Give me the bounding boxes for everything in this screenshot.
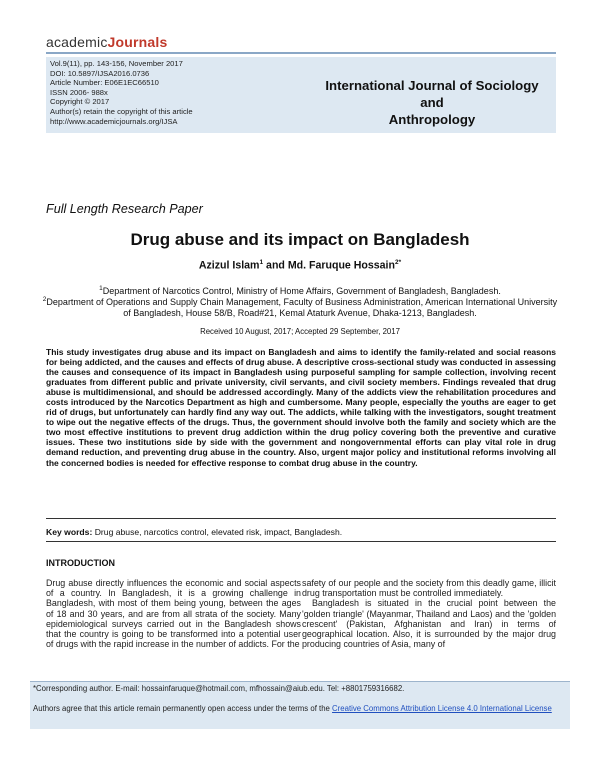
author-2-sup: 2* <box>394 259 402 266</box>
affiliation-1-text: Department of Narcotics Control, Ministry of Home Affairs, Government of Bangladesh, Bangladesh. <box>102 286 501 296</box>
paragraph: safety of our people and the society from this deadly game, illicit drug transportation must be controlled immediately. <box>302 578 556 599</box>
abstract: This study investigates drug abuse and its impact on Bangladesh and aims to identify the family-related and social reasons for being addicted, and the causes and effects of drug abuse. A descriptive cross-sectional study was conducted in assessing the causes and consequence of its impact in Bangladesh using purposeful sampling for sample collection, involving recent graduates from different public and private university, civil servants, and civil society members. Findings revealed that drug abuse is multidimensional, and should be addressed accordingly. Many of the addicts view the rehabilitation procedures and costs introduced by the Narcotics Department as high and cumbersome. Many people, especially the youths are eager to get rid of drugs, but unfortunately can hardly find any way out. The addicts, while talking with the investigators, sought treatment to wipe out the negative effects of the drugs. Thus, the government should involve both the family and society which are the two most effective institutions to prevent drug addiction within the drug policy covering both the preventive and curative issues. These two institutions side by side with the government and nongovernmental efforts can play vital role in drug demand reduction, and preventing drug abuse in the country. Also, urgent major policy and institutional reforms involving all the concerned bodies is needed for effective response to combat drug abuse in the country. <box>46 347 556 468</box>
body-column-left <box>46 578 301 649</box>
logo-text-academic: academic <box>46 34 108 50</box>
abstract-rule-bottom <box>46 518 556 519</box>
article-meta-box <box>46 57 556 133</box>
corresponding-author: *Corresponding author. E-mail: hossainfaruque@hotmail.com, mfhossain@aiub.edu. Tel: +8801759316682. <box>33 684 405 693</box>
meta-article-number: Article Number: E06E1EC66510 <box>50 78 159 88</box>
header-rule <box>46 52 556 54</box>
license-note <box>33 704 553 714</box>
meta-volume: Vol.9(11), pp. 143-156, November 2017 <box>50 59 183 68</box>
license-prefix: Authors agree that this article remain permanently open access under the terms of the <box>33 704 333 713</box>
meta-url[interactable]: http://www.academicjournals.org/IJSA <box>50 116 178 126</box>
journal-title-line2: Anthropology <box>388 112 476 127</box>
authors-and: and <box>263 259 288 272</box>
author-2: Md. Faruque Hossain <box>287 259 395 272</box>
keywords <box>46 527 342 537</box>
section-heading-introduction: INTRODUCTION <box>46 558 115 568</box>
keywords-rule <box>46 541 556 542</box>
paper-type: Full Length Research Paper <box>46 202 203 216</box>
journal-title <box>314 77 550 128</box>
meta-doi: DOI: 10.5897/IJSA2016.0736 <box>50 68 150 78</box>
received-dates: Received 10 August, 2017; Accepted 29 September, 2017 <box>200 327 400 336</box>
keywords-text: Drug abuse, narcotics control, elevated risk, impact, Bangladesh. <box>92 527 343 537</box>
journal-title-line1: International Journal of Sociology and <box>325 78 539 110</box>
keywords-label: Key words: <box>46 527 93 537</box>
license-link[interactable]: Creative Commons Attribution License 4.0 International License <box>332 704 552 713</box>
paragraph: Bangladesh is situated in the crucial point between the 'golden triangle' (Mayanmar, Thailand and Laos) and the 'golden crescent' (Pakistan, Afghanistan and Iran) in terms of geographical location. Also, it is surrounded by the major drug producing countries of Asia, many of <box>302 598 556 650</box>
meta-rights: Author(s) retain the copyright of this article <box>50 106 193 116</box>
affiliation-1-sup: 1 <box>99 285 103 292</box>
footnote-box <box>30 681 570 729</box>
body-column-right <box>302 578 556 649</box>
author-1-sup: 1 <box>259 259 264 266</box>
paper-title: Drug abuse and its impact on Bangladesh <box>130 230 470 249</box>
meta-lines <box>50 59 193 126</box>
affiliation-2-text: Department of Operations and Supply Chain Management, Faculty of Business Administration, American International University of Bangladesh, House 58/B, Road#21, Kemal Ataturk Avenue, Dhaka-1213, Bangladesh. <box>46 297 558 318</box>
author-1: Azizul Islam <box>198 259 260 272</box>
publisher-logo <box>46 34 167 50</box>
affiliation-2-sup: 2 <box>42 296 47 303</box>
paragraph: Drug abuse directly influences the economic and social aspects of a country. In Bangladesh, it is a growing challenge in Bangladesh, with most of them being young, between the ages of 18 and 30 years, and are from all strata of the society. Many epidemiological surveys carried out in the Bangladesh shows that the country is going to be transformed into a potential user of drugs with the rapid increase in the number of addicts. For the <box>46 578 301 650</box>
logo-text-journals: Journals <box>107 34 168 50</box>
authors <box>0 259 600 272</box>
meta-copyright: Copyright © 2017 <box>50 97 110 107</box>
meta-issn: ISSN 2006- 988x <box>50 87 108 97</box>
affiliation-2 <box>40 294 560 319</box>
